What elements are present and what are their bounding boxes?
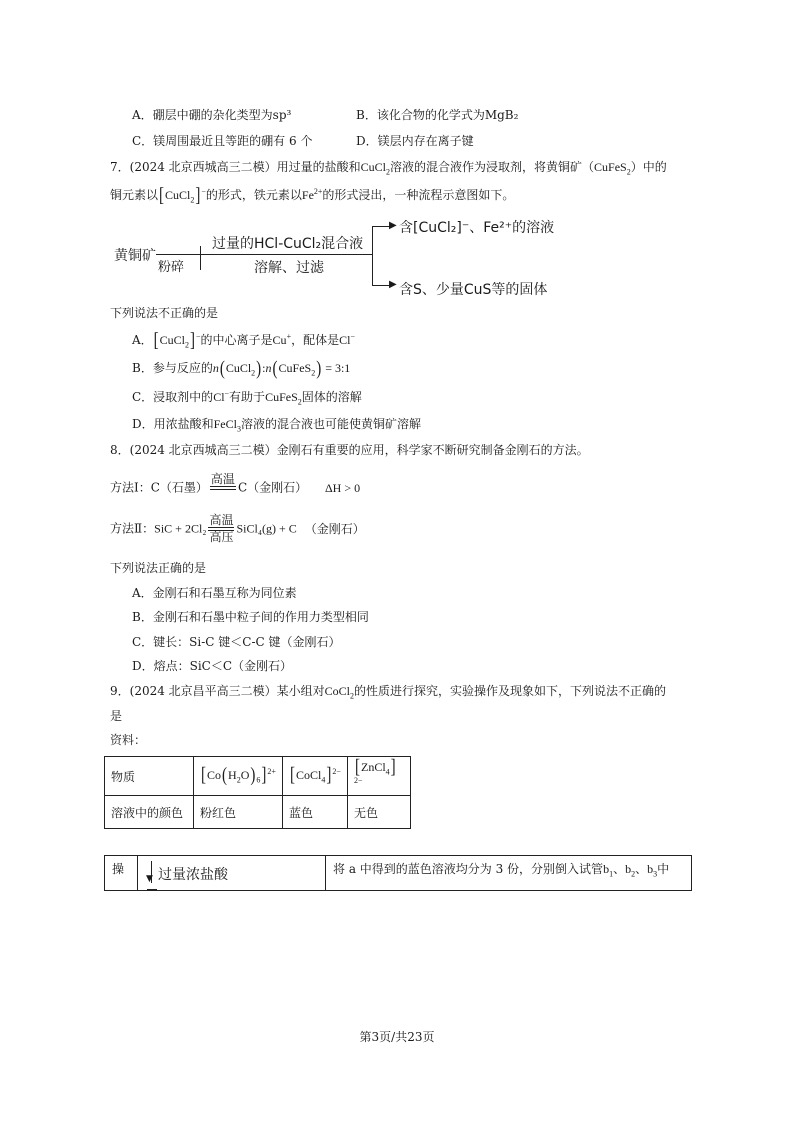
flow-crush-label: 粉碎 xyxy=(158,260,185,275)
table-cell-color: 蓝色 xyxy=(283,796,348,829)
table-cell-color: 无色 xyxy=(348,796,411,829)
table-header-substance: 物质 xyxy=(105,757,194,796)
table-cell-color: 粉红色 xyxy=(194,796,283,829)
q8-stem: 8．(2024 北京西城高三二模）金刚石有重要的应用，科学家不断研究制备金刚石的方法。 xyxy=(110,443,589,457)
table-header-color: 溶液中的颜色 xyxy=(105,796,194,829)
flow-start: 黄铜矿 xyxy=(114,248,156,264)
flow-process-label: 溶解、过滤 xyxy=(254,260,324,276)
q8-option-b: B．金刚石和石墨中粒子间的作用力类型相同 xyxy=(132,610,369,624)
flow-divider xyxy=(200,246,201,270)
q6-option-c: C．镁周围最近且等距的硼有 6 个 xyxy=(132,134,313,148)
flow-branch-line xyxy=(372,226,373,286)
arrow-right-icon: ▶ xyxy=(389,220,397,231)
q8-option-a: A．金刚石和石墨互称为同位素 xyxy=(132,586,297,600)
q9-stem-line2: 是 xyxy=(110,709,123,723)
dropper-base xyxy=(147,889,157,891)
flow-main-line xyxy=(156,254,372,255)
op-description: 将 a 中得到的蓝色溶液均分为 3 份，分别倒入试管$b_1$、$b_2$、$b_3$中 xyxy=(333,862,670,879)
q8-method-2: 方法Ⅱ：SiC + 2Cl₂ 高温 高压 SiCl₄(g) + C （金刚石） xyxy=(110,513,365,544)
q6-option-d: D．镁层内存在离子键 xyxy=(356,134,474,148)
q9-material-label: 资料： xyxy=(110,733,147,747)
flow-output-top: 含[CuCl₂]⁻、Fe²⁺的溶液 xyxy=(399,220,555,236)
table-cell-formula: [ZnCl$_4$]$^{2-}$ xyxy=(348,757,411,796)
q8-question: 下列说法正确的是 xyxy=(110,561,207,575)
q6-option-b: B．该化合物的化学式为MgB₂ xyxy=(356,108,519,122)
q6-option-a: A．硼层中硼的杂化类型为sp³ xyxy=(132,108,292,122)
table-cell-formula: [CoCl$_4$]$^{2-}$ xyxy=(283,757,348,796)
table-cell-formula: $[Co(H_2O)_6]^{2+}$ xyxy=(194,757,283,796)
q7-option-b: B．参与反应的n(CuCl$_2$):n(CuFeS$_2$) = 3:1 xyxy=(132,358,351,380)
flow-output-bottom: 含S、少量CuS等的固体 xyxy=(399,282,548,298)
q7-stem-line1: 7．(2024 北京西城高三二模）用过量的盐酸和CuCl$_2$溶液的混合液作为浸取剂，将黄铜矿（CuFeS$_2$）中的 xyxy=(110,160,667,177)
q7-question: 下列说法不正确的是 xyxy=(110,306,219,320)
q8-option-c: C．键长：Si-C 键＜C-C 键（金刚石） xyxy=(132,635,341,649)
q9-material-table xyxy=(104,756,411,829)
arrow-right-icon: ▶ xyxy=(389,279,397,290)
flow-reagent-label: 过量的HCl-CuCl₂混合液 xyxy=(212,236,364,252)
q7-option-c: C．浸取剂中的Cl−有助于CuFeS$_2$固体的溶解 xyxy=(132,389,362,407)
op-reagent-label: 过量浓盐酸 xyxy=(158,867,228,883)
arrow-down-icon: ▼ xyxy=(146,874,153,884)
op-label: 操 xyxy=(112,862,125,876)
q7-option-d: D．用浓盐酸和FeCl$_3$溶液的混合液也可能使黄铜矿溶解 xyxy=(132,417,421,434)
q7-option-a: A．[CuCl$_2$]−的中心离子是Cu+，配体是Cl− xyxy=(132,330,355,352)
q7-stem-line2: 铜元素以[CuCl$_2$]−的形式，铁元素以$Fe^{2+}$的形式浸出，一种流程示意图如下。 xyxy=(110,185,515,207)
q9-stem-line1: 9．(2024 北京昌平高三二模）某小组对CoCl$_2$的性质进行探究，实验操作及现象如下，下列说法不正确的 xyxy=(110,684,667,701)
page-footer: 第3页/共23页 xyxy=(359,1030,435,1044)
q8-method-1: 方法Ⅰ：C（石墨） 高温 C（金刚石） ΔH > 0 xyxy=(110,472,361,495)
q8-option-d: D．熔点：SiC＜C（金刚石） xyxy=(132,659,293,673)
